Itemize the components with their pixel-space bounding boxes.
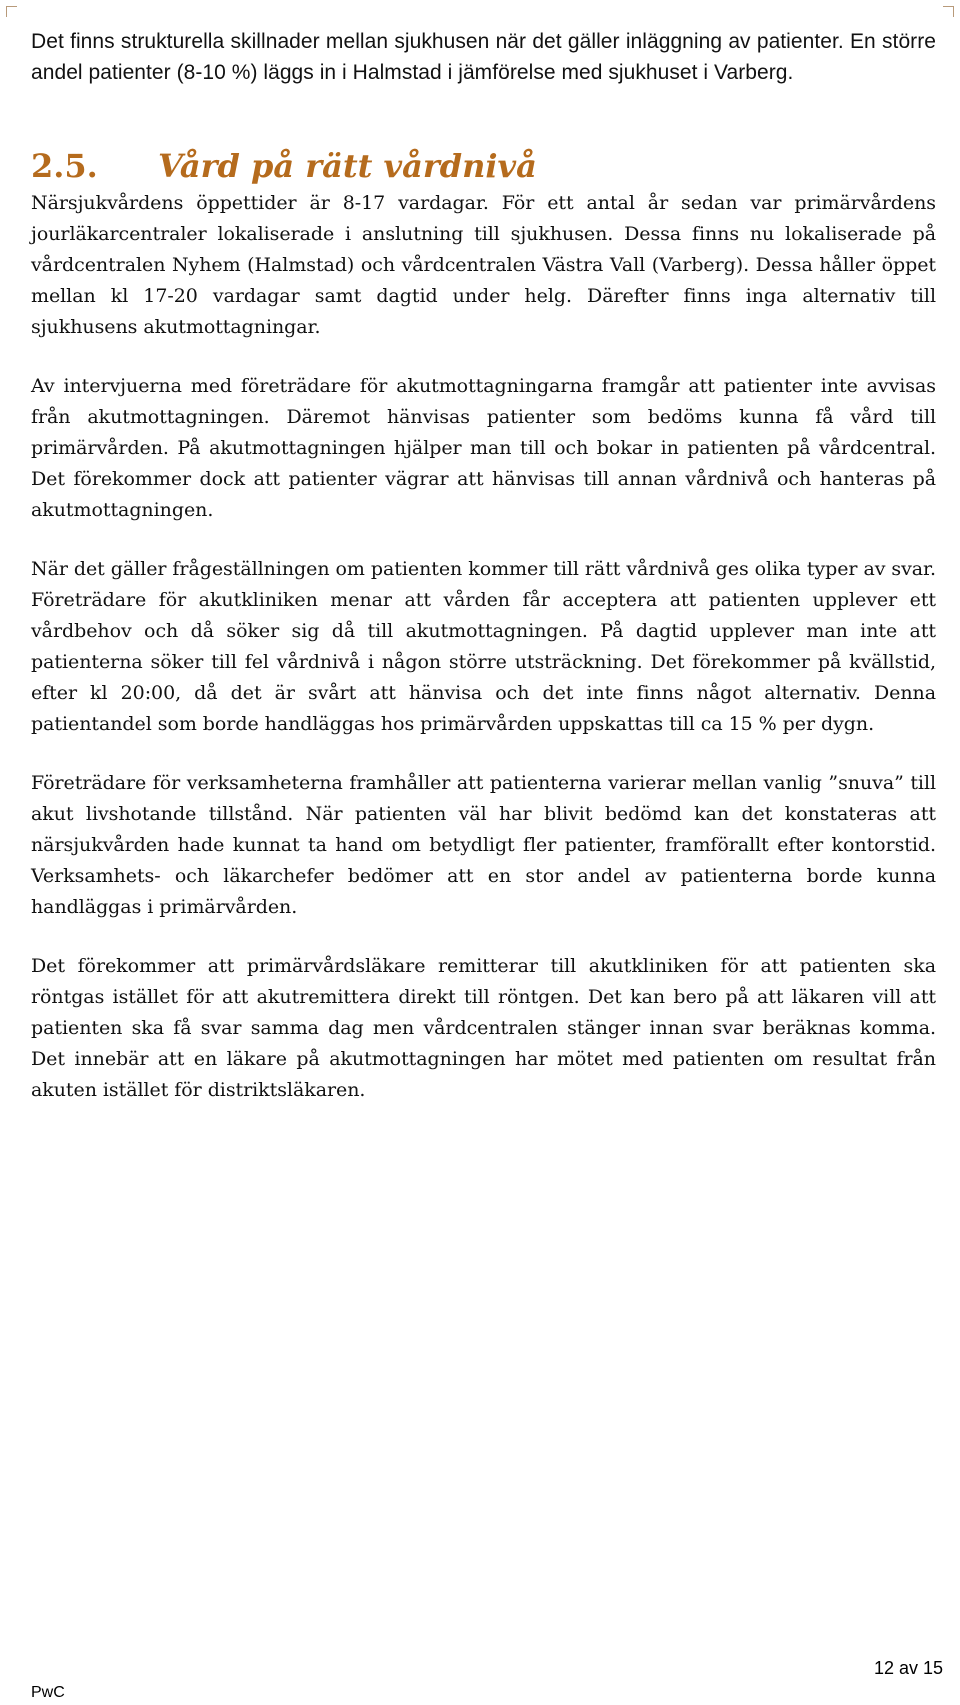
paragraph-opening-hours: Närsjukvårdens öppettider är 8-17 vardagar. För ett antal år sedan var primärvårdens jourläkarcentraler lokaliserade i anslutning till sjukhusen. Dessa finns nu lokaliserade på vårdcentralen Nyhem (Halmstad) och vårdcentralen Västra Vall (Varberg). Dessa håller öppet mellan kl 17-20 vardagar samt dagtid under helg. Därefter finns inga alternativ till sjukhusens akutmottagningar. <box>31 192 936 338</box>
section-heading <box>31 144 936 188</box>
paragraph-patient-variation: Företrädare för verksamheterna framhåller att patienterna varierar mellan vanlig ”snuva” till akut livshotande tillstånd. När patienten väl har blivit bedömd kan det konstateras att närsjukvården hade kunnat ta hand om betydligt fler patienter, framförallt efter kontorstid. Verksamhets- och läkarchefer bedömer att en stor andel av patienterna borde kunna handläggas i primärvården. <box>31 772 936 918</box>
page-number: 12 av 15 <box>873 1658 943 1678</box>
crop-mark-top-right <box>943 6 954 17</box>
page-content <box>31 26 936 1106</box>
paragraph-care-level: När det gäller frågeställningen om patienten kommer till rätt vårdnivå ges olika typer av svar. Företrädare för akutkliniken menar att vården får acceptera att patienten upplever ett vårdbehov och då söker sig då till akutmottagningen. På dagtid upplever man inte att patienterna söker till fel vårdnivå i någon större utsträckning. Det förekommer på kvällstid, efter kl 20:00, då det är svårt att hänvisa och det inte finns något alternativ. Denna patientandel som borde handläggas hos primärvården uppskattas till ca 15 % per dygn. <box>31 558 936 735</box>
footer-brand: PwC <box>31 1684 65 1701</box>
paragraph-referrals: Det förekommer att primärvårdsläkare remitterar till akutkliniken för att patienten ska röntgas istället för att akutremittera direkt till röntgen. Det kan bero på att läkaren vill att patienten ska få svar samma dag men vårdcentralen stänger innan svar beräknas komma. Det innebär att en läkare på akutmottagningen har mötet med patienten om resultat från akuten istället för distriktsläkaren. <box>31 955 936 1101</box>
intro-paragraph: Det finns strukturella skillnader mellan sjukhusen när det gäller inläggning av patienter. En större andel patienter (8-10 %) läggs in i Halmstad i jämförelse med sjukhuset i Varberg. <box>31 30 936 84</box>
section-number: 2.5. <box>31 147 98 185</box>
crop-mark-top-left <box>6 6 17 17</box>
paragraph-interviews: Av intervjuerna med företrädare för akutmottagningarna framgår att patienter inte avvisas från akutmottagningen. Däremot hänvisas patienter som bedöms kunna få vård till primärvården. På akutmottagningen hjälper man till och bokar in patienten på vårdcentral. Det förekommer dock att patienter vägrar att hänvisas till annan vårdnivå och hanteras på akutmottagningen. <box>31 375 936 521</box>
section-title: Vård på rätt vårdnivå <box>158 147 537 185</box>
